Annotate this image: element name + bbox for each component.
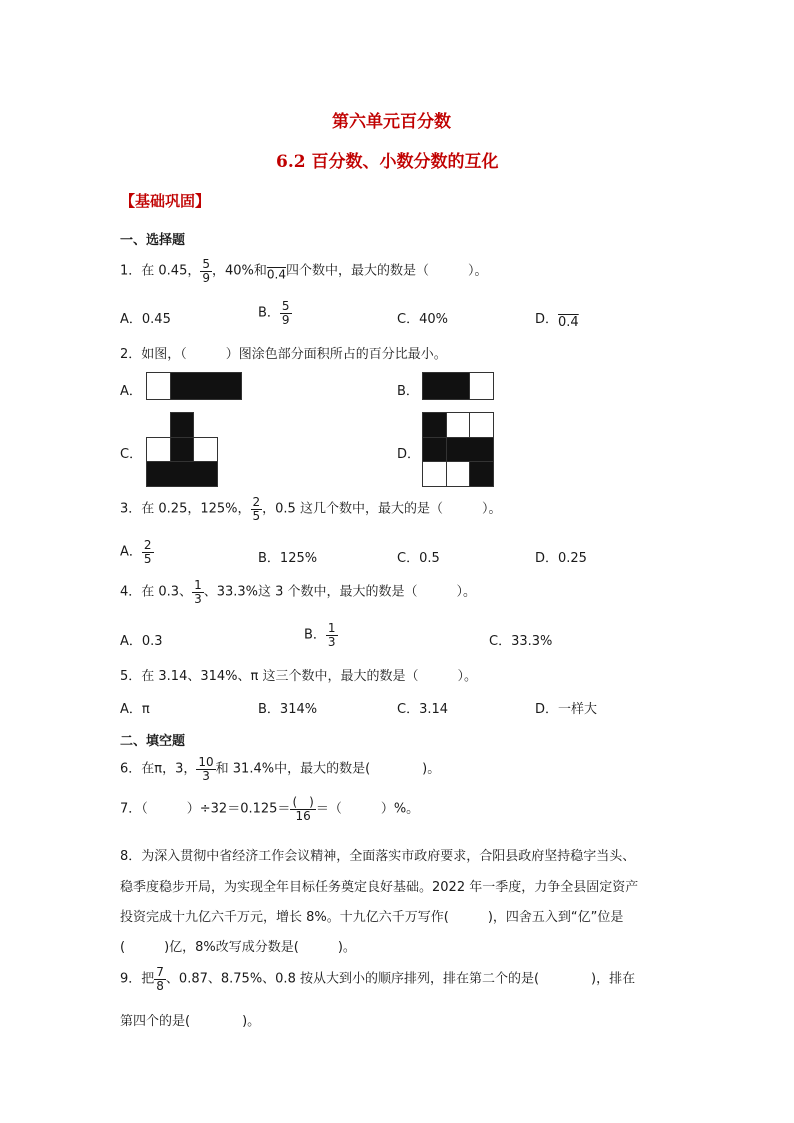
q9-frac-num: 7 bbox=[156, 965, 164, 979]
figure-c-cell bbox=[193, 437, 218, 462]
q3-suffix: ，0.5 这几个数中，最大的是（ ）。 bbox=[262, 501, 502, 517]
q6-frac-num: 10 bbox=[198, 755, 214, 769]
figure-d-cell bbox=[469, 412, 494, 438]
q2-label-d[interactable]: D． bbox=[397, 447, 421, 462]
q1-mid: ，40%和 bbox=[212, 263, 267, 279]
q6-fraction bbox=[196, 756, 215, 782]
q4-frac-den: 3 bbox=[194, 591, 202, 606]
q8-line-3: 投资完成十九亿六千万元，增长 8%。十九亿六千万写作( )，四舍五入到“亿”位是 bbox=[120, 910, 624, 925]
q1-decimal: 0.4 bbox=[266, 267, 286, 282]
page-title: 第六单元百分数 bbox=[332, 112, 451, 132]
question-2: 2．如图，（ ）图涂色部分面积所占的百分比最小。 bbox=[120, 347, 447, 362]
q9-line-2: 第四个的是( )。 bbox=[120, 1014, 261, 1029]
figure-d bbox=[422, 412, 494, 487]
figure-d-cell bbox=[446, 412, 470, 438]
figure-b bbox=[422, 372, 494, 400]
q4-option-b-fraction bbox=[326, 622, 338, 648]
question-4 bbox=[120, 579, 476, 605]
q1-option-d-value: 0.4 bbox=[558, 315, 579, 330]
q1-option-b-label: B． bbox=[258, 305, 280, 321]
q6-suffix: 和 31.4%中，最大的数是( )。 bbox=[215, 761, 441, 777]
q5-option-d[interactable]: D．一样大 bbox=[535, 702, 598, 717]
figure-d-cell bbox=[469, 461, 494, 487]
q8-line-4: ( )亿，8%改写成分数是( )。 bbox=[120, 940, 356, 955]
q3-option-b[interactable]: B．125% bbox=[258, 551, 318, 566]
q9-prefix: 9．把 bbox=[120, 971, 155, 987]
q7-suffix: ＝（ ）%。 bbox=[315, 801, 420, 817]
q3-frac-num: 2 bbox=[252, 495, 261, 509]
figure-c-cell bbox=[146, 461, 218, 487]
q2-label-a[interactable]: A． bbox=[120, 384, 142, 399]
q1-ob-num: 5 bbox=[281, 299, 290, 313]
figure-d-cell bbox=[446, 461, 470, 487]
q1-fraction bbox=[200, 258, 212, 284]
question-9 bbox=[120, 966, 635, 992]
q4-frac-num: 1 bbox=[194, 578, 202, 592]
question-1 bbox=[120, 258, 488, 284]
figure-c-cell bbox=[170, 437, 194, 462]
q2-label-b[interactable]: B． bbox=[397, 384, 419, 399]
question-7 bbox=[120, 796, 419, 822]
q3-option-a-label: A． bbox=[120, 544, 142, 560]
q5-option-b[interactable]: B．314% bbox=[258, 702, 318, 717]
q4-option-c[interactable]: C．33.3% bbox=[489, 634, 553, 649]
question-5: 5．在 3.14、314%、π 这三个数中，最大的数是（ ）。 bbox=[120, 669, 477, 684]
q9-frac-den: 8 bbox=[156, 978, 164, 993]
q1-frac-den: 9 bbox=[202, 270, 210, 285]
figure-a bbox=[146, 372, 242, 400]
q4-fraction bbox=[192, 579, 204, 605]
q1-option-d-label: D． bbox=[535, 312, 559, 327]
q8-line-1: 8．为深入贯彻中省经济工作会议精神，全面落实市政府要求，合阳县政府坚持稳字当头、 bbox=[120, 849, 636, 864]
figure-a-cell bbox=[170, 372, 242, 400]
part1-heading: 一、选择题 bbox=[120, 233, 186, 248]
figure-c-cell bbox=[146, 437, 171, 462]
figure-d-cell bbox=[422, 461, 447, 487]
figure-d-cell bbox=[422, 437, 447, 462]
q7-frac-num: ( ) bbox=[292, 795, 314, 809]
figure-b-cell bbox=[469, 372, 494, 400]
q4-suffix: 、33.3%这 3 个数中，最大的数是（ ）。 bbox=[203, 584, 477, 600]
q4-ob-den: 3 bbox=[327, 634, 336, 649]
q6-prefix: 6．在π，3， bbox=[120, 761, 197, 777]
q3-oa-den: 5 bbox=[143, 551, 152, 566]
q1-ob-den: 9 bbox=[281, 312, 290, 327]
q3-option-a-fraction bbox=[142, 539, 154, 565]
section-heading: 【基础巩固】 bbox=[120, 192, 211, 210]
figure-d-cell bbox=[446, 437, 494, 462]
figure-c-cell bbox=[170, 412, 194, 438]
q4-option-b[interactable] bbox=[304, 622, 338, 648]
q1-prefix: 1．在 0.45， bbox=[120, 263, 201, 279]
q5-option-a[interactable]: A．π bbox=[120, 702, 150, 717]
q9-suffix: 、0.87、8.75%、0.8 按从大到小的顺序排列，排在第二个的是( )，排在 bbox=[165, 971, 636, 987]
part2-heading: 二、填空题 bbox=[120, 734, 186, 749]
q4-ob-num: 1 bbox=[327, 621, 336, 635]
q1-option-b[interactable] bbox=[258, 300, 292, 326]
q4-option-b-label: B． bbox=[304, 627, 326, 643]
q2-label-c[interactable]: C． bbox=[120, 447, 143, 462]
q9-fraction bbox=[154, 966, 166, 992]
q3-option-a[interactable] bbox=[120, 539, 154, 565]
q1-option-c[interactable]: C．40% bbox=[397, 312, 448, 327]
figure-d-cell bbox=[422, 412, 447, 438]
q3-option-d[interactable]: D．0.25 bbox=[535, 551, 587, 566]
figure-c bbox=[146, 412, 218, 487]
q3-option-c[interactable]: C．0.5 bbox=[397, 551, 440, 566]
q5-option-c[interactable]: C．3.14 bbox=[397, 702, 449, 717]
q1-frac-num: 5 bbox=[202, 257, 210, 271]
q7-frac-den: 16 bbox=[295, 808, 311, 823]
figure-b-cell bbox=[422, 372, 470, 400]
question-3 bbox=[120, 496, 501, 522]
q4-prefix: 4．在 0.3、 bbox=[120, 584, 193, 600]
q6-frac-den: 3 bbox=[202, 768, 210, 783]
q1-option-d[interactable] bbox=[535, 308, 579, 330]
q4-option-a[interactable]: A．0.3 bbox=[120, 634, 163, 649]
figure-a-cell bbox=[146, 372, 171, 400]
q3-fraction bbox=[251, 496, 263, 522]
q1-option-a[interactable]: A．0.45 bbox=[120, 312, 171, 327]
q3-frac-den: 5 bbox=[252, 508, 261, 523]
q1-suffix: 四个数中，最大的数是（ ）。 bbox=[286, 263, 488, 279]
q3-prefix: 3．在 0.25，125%， bbox=[120, 501, 251, 517]
question-6 bbox=[120, 756, 440, 782]
q8-line-2: 稳季度稳步开局，为实现全年目标任务奠定良好基础。2022 年一季度，力争全县固定资产 bbox=[120, 880, 639, 895]
q7-fraction bbox=[290, 796, 315, 822]
q3-oa-num: 2 bbox=[143, 538, 152, 552]
q1-option-b-fraction bbox=[280, 300, 292, 326]
q7-prefix: 7．（ ）÷32＝0.125＝ bbox=[120, 801, 291, 817]
page-subtitle: 6.2 百分数、小数分数的互化 bbox=[276, 152, 499, 172]
